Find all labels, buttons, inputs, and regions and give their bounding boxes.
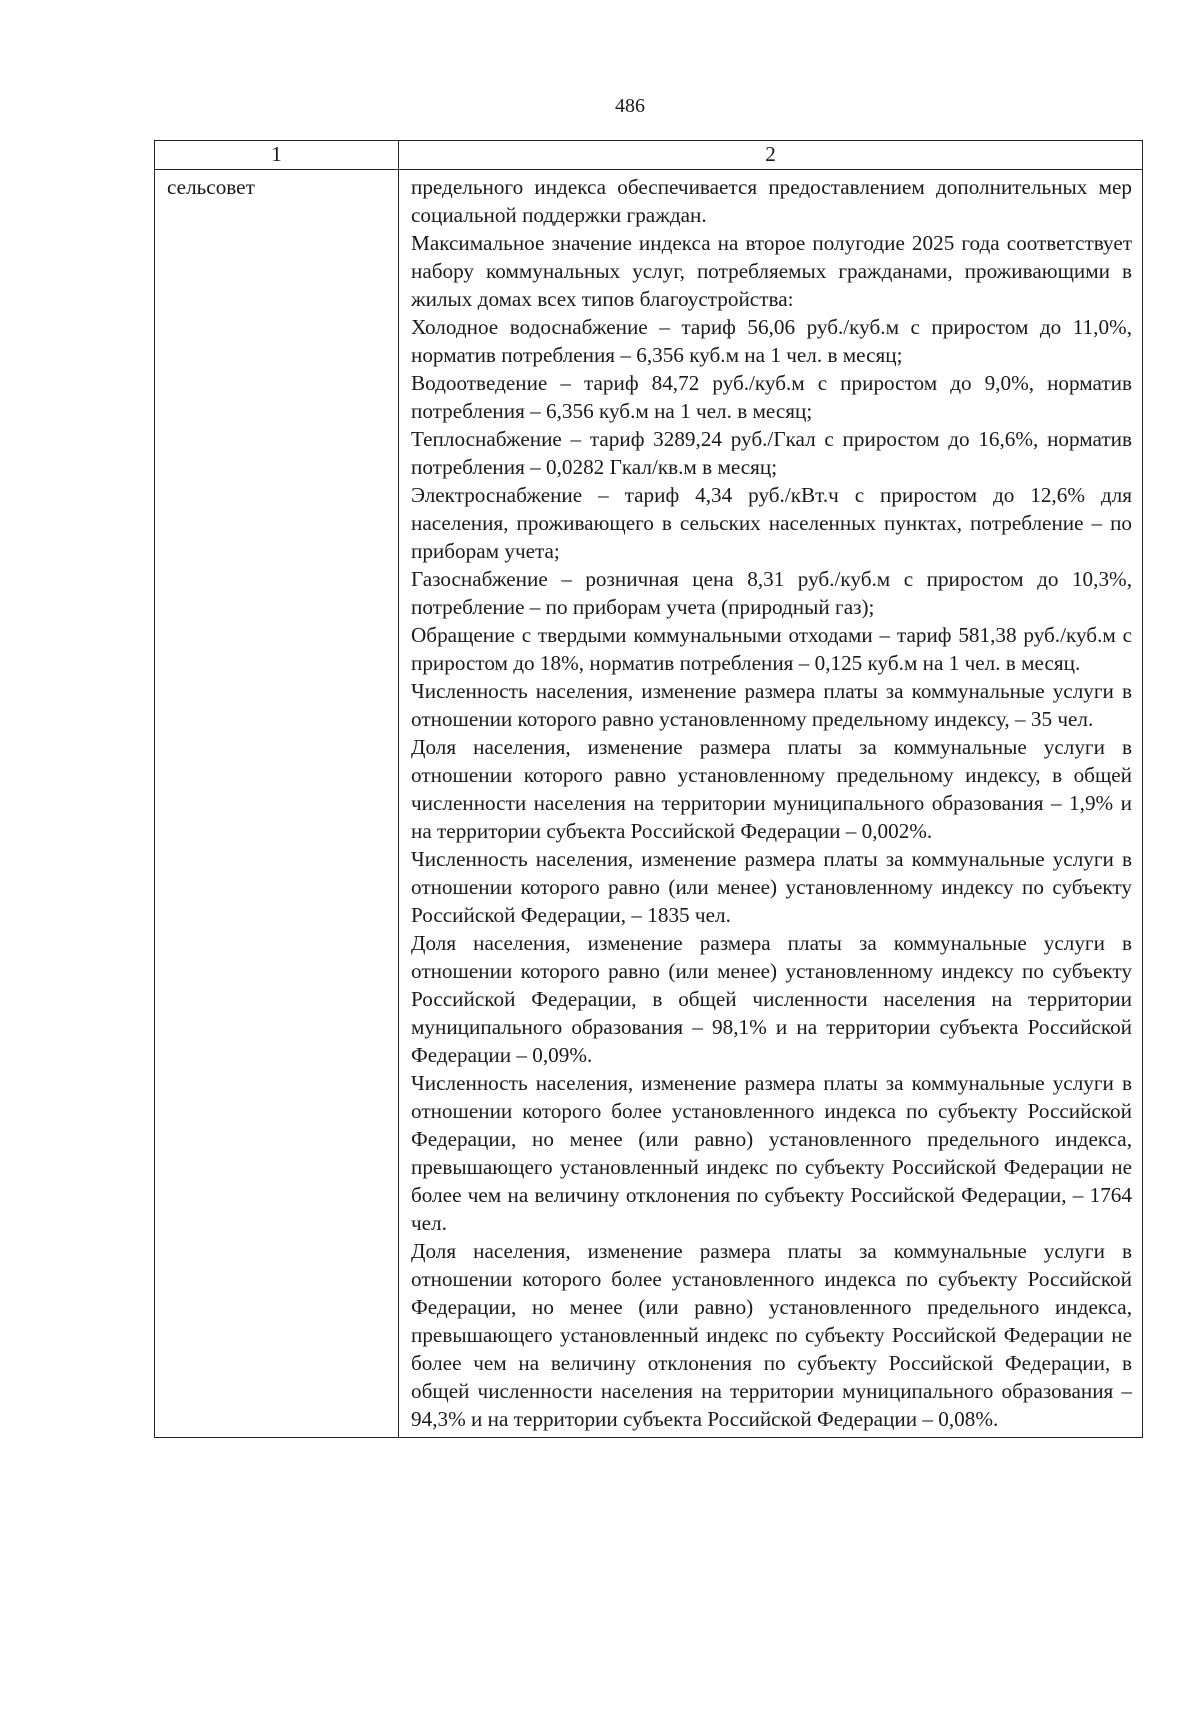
paragraph-10: Доля населения, изменение размера платы за коммунальные услуги в отношении которого равно установленному предельному индексу, в общей численности населения на территории муниципального образования – 1,9% и на территории субъекта Российской Федерации – 0,002%. [411,735,1132,843]
paragraph-8: Обращение с твердыми коммунальными отходами – тариф 581,38 руб./куб.м с приростом до 18%, норматив потребления – 0,125 куб.м на 1 чел. в месяц. [411,623,1132,675]
document-table [154,140,1143,1438]
paragraph-1: предельного индекса обеспечивается предоставлением дополнительных мер социальной поддержки граждан. [411,175,1132,227]
table-row [155,170,1143,1438]
column-header-1: 1 [155,141,399,170]
paragraph-7: Газоснабжение – розничная цена 8,31 руб./куб.м с приростом до 10,3%, потребление – по приборам учета (природный газ); [411,567,1132,619]
paragraph-12: Доля населения, изменение размера платы за коммунальные услуги в отношении которого равно (или менее) установленному индексу по субъекту Российской Федерации, в общей численности населения на территории муниципального образования – 98,1% и на территории субъекта Российской Федерации – 0,09%. [411,931,1132,1067]
paragraph-14: Доля населения, изменение размера платы за коммунальные услуги в отношении которого более установленного индекса по субъекту Российской Федерации, но менее (или равно) установленного предельного индекса, превышающего установленный индекс по субъекту Российской Федерации не более чем на величину отклонения по субъекту Российской Федерации, в общей численности населения на территории муниципального образования – 94,3% и на территории субъекта Российской Федерации – 0,08%. [411,1239,1132,1431]
page-number: 486 [615,95,645,117]
description-cell [399,170,1143,1438]
column-header-2: 2 [399,141,1143,170]
paragraph-4: Водоотведение – тариф 84,72 руб./куб.м с приростом до 9,0%, норматив потребления – 6,356 куб.м на 1 чел. в месяц; [411,371,1132,423]
paragraph-2: Максимальное значение индекса на второе полугодие 2025 года соответствует набору коммунальных услуг, потребляемых гражданами, проживающими в жилых домах всех типов благоустройства: [411,231,1132,311]
paragraph-11: Численность населения, изменение размера платы за коммунальные услуги в отношении которого равно (или менее) установленному индексу по субъекту Российской Федерации, – 1835 чел. [411,847,1132,927]
table-header-row [155,141,1143,170]
paragraph-5: Теплоснабжение – тариф 3289,24 руб./Гкал с приростом до 16,6%, норматив потребления – 0,0282 Гкал/кв.м в месяц; [411,427,1132,479]
paragraph-6: Электроснабжение – тариф 4,34 руб./кВт.ч с приростом до 12,6% для населения, проживающего в сельских населенных пунктах, потребление – по приборам учета; [411,483,1132,563]
paragraph-9: Численность населения, изменение размера платы за коммунальные услуги в отношении которого равно установленному предельному индексу, – 35 чел. [411,679,1132,731]
municipality-cell: сельсовет [155,170,399,1438]
paragraph-13: Численность населения, изменение размера платы за коммунальные услуги в отношении которого более установленного индекса по субъекту Российской Федерации, но менее (или равно) установленного предельного индекса, превышающего установленный индекс по субъекту Российской Федерации не более чем на величину отклонения по субъекту Российской Федерации, – 1764 чел. [411,1071,1132,1235]
paragraph-3: Холодное водоснабжение – тариф 56,06 руб./куб.м с приростом до 11,0%, норматив потребления – 6,356 куб.м на 1 чел. в месяц; [411,315,1132,367]
